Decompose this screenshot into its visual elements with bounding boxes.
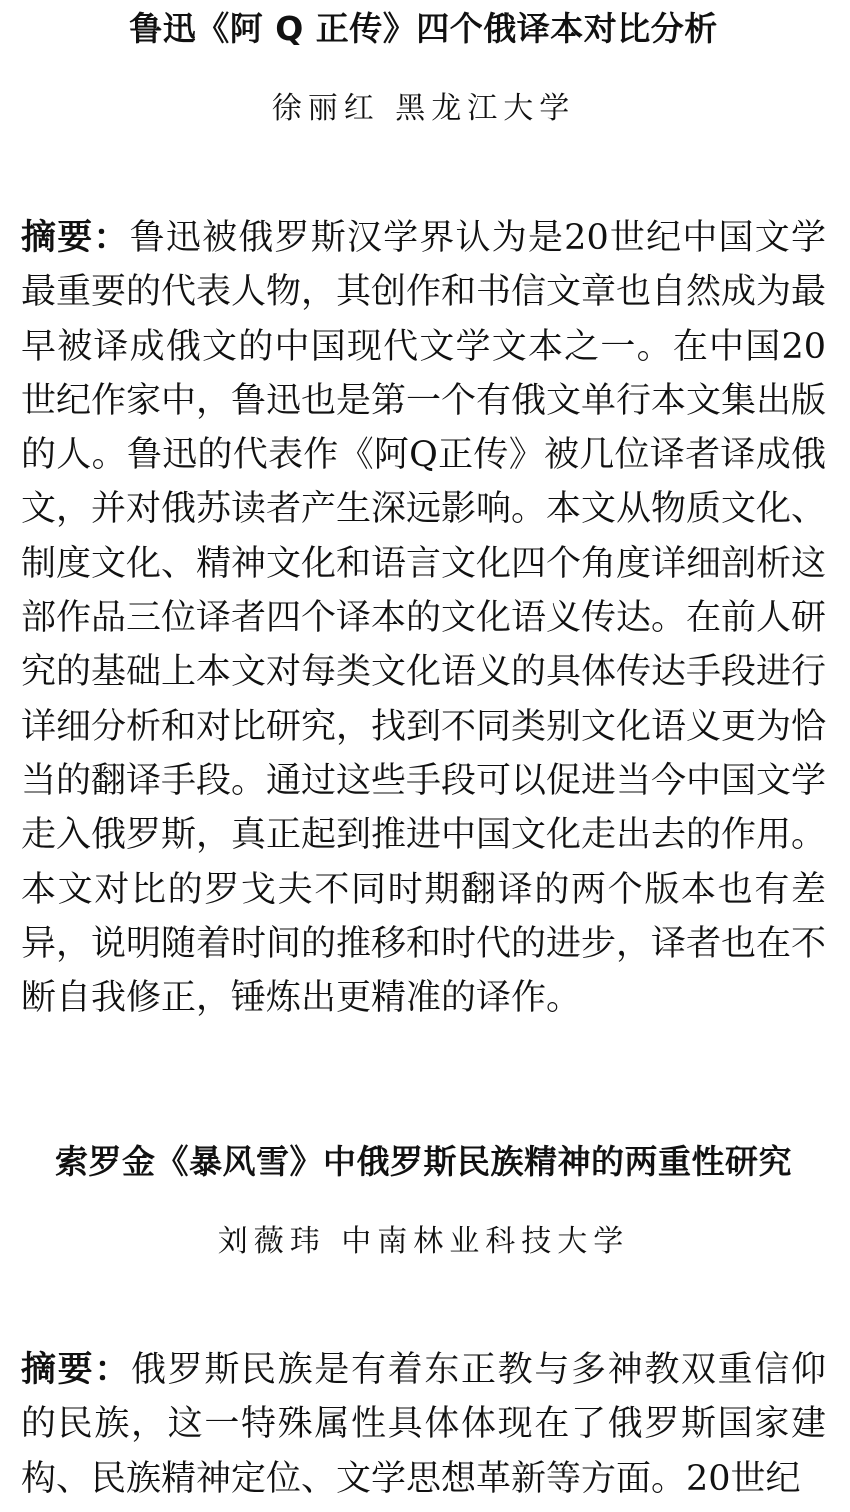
abstract-text: 俄罗斯民族是有着东正教与多神教双重信仰的民族，这一特殊属性具体体现在了俄罗斯国家建构、民族精神定位、文学思想革新等方面。20世纪 xyxy=(21,1350,826,1499)
article-title: 鲁迅《阿 Q 正传》四个俄译本对比分析 xyxy=(129,9,718,48)
abstract-label: 摘要： xyxy=(21,218,130,258)
article-author: 徐丽红 黑龙江大学 xyxy=(271,91,576,126)
abstract-label: 摘要： xyxy=(21,1350,131,1390)
article-abstract xyxy=(21,1343,826,1506)
abstract-text: 鲁迅被俄罗斯汉学界认为是20世纪中国文学最重要的代表人物，其创作和书信文章也自然成为最早被译成俄文的中国现代文学文本之一。在中国20世纪作家中，鲁迅也是第一个有俄文单行本文集出版的人。鲁迅的代表作《阿Q正传》被几位译者译成俄文，并对俄苏读者产生深远影响。本文从物质文化、制度文化、精神文化和语言文化四个角度详细剖析这部作品三位译者四个译本的文化语义传达。在前人研究的基础上本文对每类文化语义的具体传达手段进行详细分析和对比研究，找到不同类别文化语义更为恰当的翻译手段。通过这些手段可以促进当今中国文学走入俄罗斯，真正起到推进中国文化走出去的作用。本文对比的罗戈夫不同时期翻译的两个版本也有差异，说明随着时间的推移和时代的进步，译者也在不断自我修正，锤炼出更精准的译作。 xyxy=(21,218,827,1019)
article-title: 索罗金《暴风雪》中俄罗斯民族精神的两重性研究 xyxy=(55,1142,792,1181)
article-abstract xyxy=(21,211,826,1025)
article-author: 刘薇玮 中南林业科技大学 xyxy=(217,1224,630,1259)
